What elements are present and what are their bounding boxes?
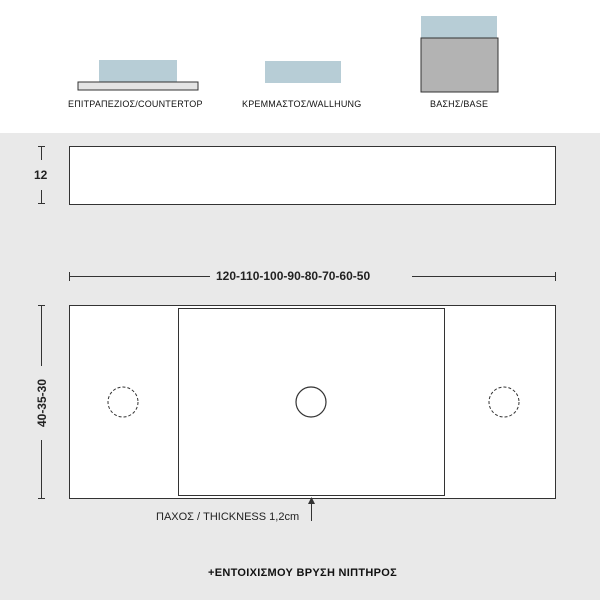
wallhung-mount-icon [265, 61, 341, 83]
thickness-arrow [308, 497, 315, 521]
wallhung-label: ΚΡΕΜΜΑΣΤΟΣ/WALLHUNG [242, 99, 362, 109]
drain-hole [296, 387, 326, 417]
countertop-slab [78, 82, 198, 90]
base-cabinet [421, 38, 498, 92]
base-label: ΒΑΣΗΣ/BASE [430, 99, 489, 109]
thickness-label: ΠΑΧΟΣ / THICKNESS 1,2cm [156, 511, 300, 523]
depth-dimension-label: 40-35-30 [35, 378, 49, 428]
width-dimension-label: 120-110-100-90-80-70-60-50 [216, 269, 371, 283]
countertop-basin [99, 60, 177, 82]
side-elevation [70, 147, 556, 205]
countertop-mount-icon [78, 60, 198, 90]
base-basin [421, 16, 497, 38]
countertop-label: ΕΠΙΤΡΑΠΕΖΙΟΣ/COUNTERTOP [68, 99, 203, 109]
faucet-note: +ΕΝΤΟΙΧΙΣΜΟΥ ΒΡΥΣΗ ΝΙΠΤΗΡΟΣ [208, 567, 398, 579]
height-dimension-label: 12 [34, 168, 48, 182]
wallhung-basin [265, 61, 341, 83]
base-mount-icon [421, 16, 498, 92]
